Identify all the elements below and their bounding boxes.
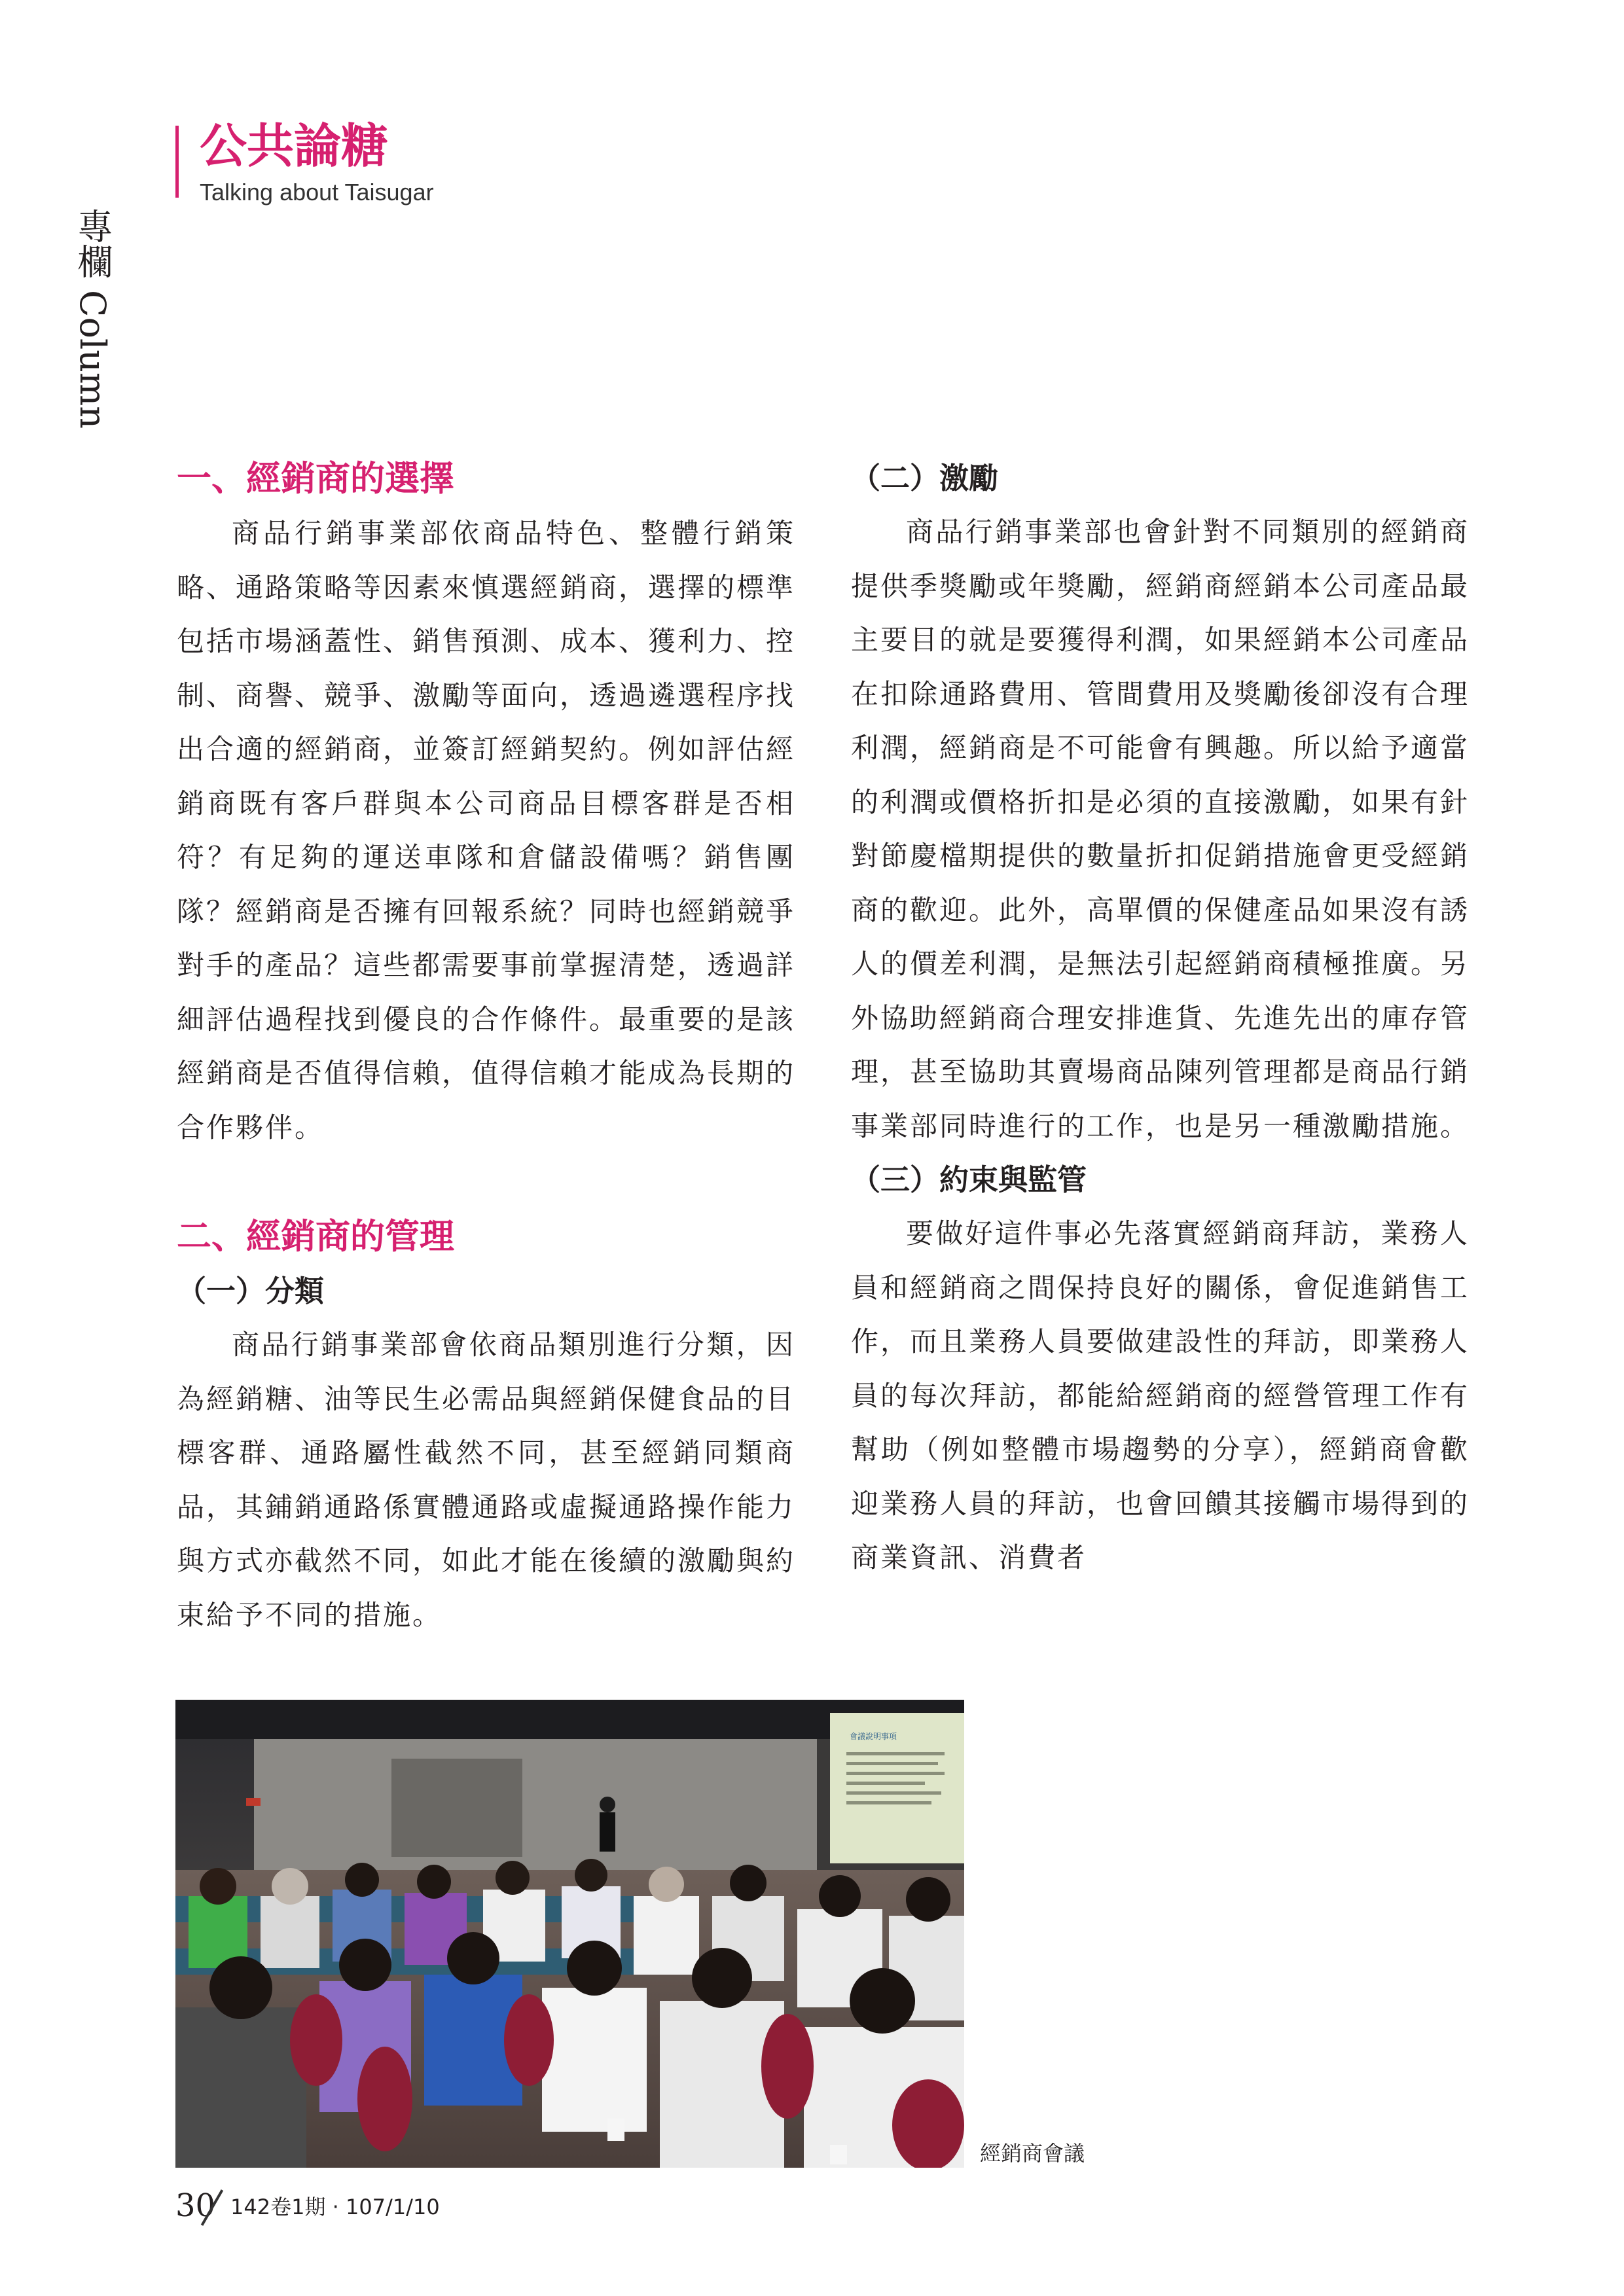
subheading-classification: （一）分類: [177, 1274, 325, 1308]
column-label: 專欄 Column: [72, 208, 113, 429]
heading-distributor-management: 二、經銷商的管理: [177, 1217, 454, 1257]
header-accent-bar: [175, 126, 179, 198]
right-column: [851, 452, 1470, 1585]
page-number: 30: [175, 2187, 216, 2224]
paragraph-incentive: 商品行銷事業部也會針對不同類別的經銷商提供季獎勵或年獎勵，經銷商經銷本公司產品最主要目的就是要獲得利潤，如果經銷本公司產品在扣除通路費用、管間費用及獎勵後卻沒有合理利潤，經銷商是不可能會有興趣。所以給予適當的利潤或價格折扣是必須的直接激勵，如果有針對節慶檔期提供的數量折扣促銷措施會更受經銷商的歡迎。此外，高單價的保健產品如果沒有誘人的價差利潤，是無法引起經銷商積極推廣。另外協助經銷商合理安排進貨、先進先出的庫存管理，甚至協助其賣場商品陳列管理都是商品行銷事業部同時進行的工作，也是另一種激勵措施。: [851, 516, 1470, 1142]
section-title: 公共論糖: [200, 118, 389, 173]
slide-title: 會議說明事項: [850, 1732, 897, 1741]
heading-distributor-selection: 一、經銷商的選擇: [177, 459, 454, 499]
subheading-constraint-supervision: （三）約束與監管: [851, 1162, 1087, 1197]
section-subtitle: Talking about Taisugar: [200, 179, 434, 206]
left-column: [177, 452, 795, 1642]
issue-info: 142卷1期 ‧ 107/1/10: [230, 2195, 440, 2219]
paragraph-constraint: 要做好這件事必先落實經銷商拜訪，業務人員和經銷商之間保持良好的關係，會促進銷售工作，而且業務人員要做建設性的拜訪，即業務人員的每次拜訪，都能給經銷商的經營管理工作有幫助（例如整體市場趨勢的分享），經銷商會歡迎業務人員的拜訪，也會回饋其接觸市場得到的商業資訊、消費者: [851, 1217, 1470, 1573]
subheading-incentive: （二）激勵: [851, 461, 999, 495]
paragraph-selection: 商品行銷事業部依商品特色、整體行銷策略、通路策略等因素來慎選經銷商，選擇的標準包括市場涵蓋性、銷售預測、成本、獲利力、控制、商譽、競爭、激勵等面向，透過遴選程序找出合適的經銷商，並簽訂經銷契約。例如評估經銷商既有客戶群與本公司商品目標客群是否相符？有足夠的運送車隊和倉儲設備嗎？銷售團隊？經銷商是否擁有回報系統？同時也經銷競爭對手的產品？這些都需要事前掌握清楚，透過詳細評估過程找到優良的合作條件。最重要的是該經銷商是否值得信賴，值得信賴才能成為長期的合作夥伴。: [177, 517, 796, 1143]
paragraph-classification: 商品行銷事業部會依商品類別進行分類，因為經銷糖、油等民生必需品與經銷保健食品的目標客群、通路屬性截然不同，甚至經銷同類商品，其鋪銷通路係實體通路或虛擬通路操作能力與方式亦截然不同，如此才能在後續的激勵與約束給予不同的措施。: [177, 1329, 796, 1631]
photo-caption: 經銷商會議: [980, 2141, 1085, 2166]
meeting-photo: [175, 1700, 964, 2168]
